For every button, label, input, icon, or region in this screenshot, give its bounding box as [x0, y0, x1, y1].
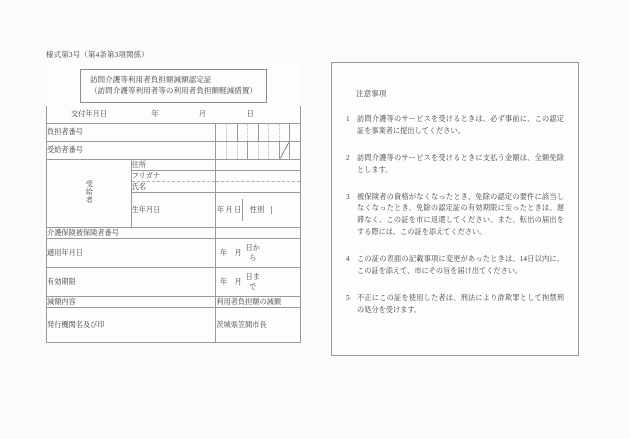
issue-date-label: 交付年月日: [71, 109, 107, 118]
certificate-title-box: [80, 69, 267, 103]
insured-number-field[interactable]: [216, 227, 301, 238]
birth-month-label: 月: [225, 205, 233, 214]
issue-year-label: 年: [151, 109, 159, 118]
insured-number-label: 介護保険被保険者番号: [47, 227, 216, 238]
reduction-label: 減額内容: [47, 296, 216, 307]
note-text: 被保険者の資格がなくなったとき、免除の認定の要件に該当しなくなったとき、免除の認定証の有効期限に至ったときは、遅滞なく、この証を市に返還してください。また、転出の届出をする際には、この証を添えてください。: [357, 192, 564, 237]
digit-box[interactable]: [259, 124, 270, 141]
note-text: 訪問介護等のサービスを受けるときに支払う金額は、全額免除とします。: [357, 153, 564, 174]
name-field[interactable]: [216, 181, 301, 192]
list-item: [346, 114, 564, 138]
sex-label: 性別: [242, 199, 271, 221]
effective-year-label: 年: [219, 248, 228, 257]
list-item: [346, 254, 564, 278]
issue-day-label: 日: [246, 109, 254, 118]
certificate-table: [46, 62, 301, 343]
recipient-number-label: 受給者番号: [47, 141, 216, 159]
effective-day-suffix: 日から: [245, 243, 260, 262]
table-row-payer-number: [47, 123, 301, 141]
digit-box[interactable]: [238, 142, 249, 159]
digit-box[interactable]: [248, 142, 259, 159]
digit-box[interactable]: [248, 124, 259, 141]
payer-number-label: 負担者番号: [47, 123, 216, 141]
table-row-recipient-number: [47, 141, 301, 159]
effective-month-label: 月: [234, 248, 242, 257]
certificate-form: [46, 50, 301, 343]
digit-box[interactable]: [269, 124, 280, 141]
expiry-label: 有効期限: [47, 267, 216, 296]
certificate-title-line1: 訪問介護等利用者負担額減額認定証: [89, 75, 212, 84]
note-text: 不正にこの証を使用した者は、刑法により詐欺罪として拘禁刑の処分を受けます。: [357, 293, 564, 314]
birthdate-label: 生年月日: [131, 192, 216, 227]
furigana-field[interactable]: [216, 170, 301, 181]
table-row-title: [47, 62, 301, 106]
digit-box[interactable]: [280, 124, 291, 141]
note-text: この証の表面の記載事項に変更があったときは、14日以内に、この証を添えて、市にその旨を届け出てください。: [357, 255, 564, 275]
expiry-field[interactable]: [216, 267, 301, 296]
furigana-label: フリガナ: [131, 170, 216, 181]
note-text: 訪問介護等のサービスを受けるときは、必ず事前に、この認定証を事業者に提出してください。: [357, 115, 564, 135]
name-label: 氏名: [131, 181, 216, 192]
certificate-title-line2: （訪問介護等利用者等の利用者負担額軽減措置）: [89, 86, 258, 96]
recipient-group-label-text: 受給者: [85, 180, 94, 205]
expiry-month-label: 月: [234, 277, 242, 286]
birthdate-field[interactable]: [216, 192, 301, 227]
note-number: 5: [346, 293, 350, 302]
sex-field[interactable]: [271, 206, 300, 214]
table-row-issue-date: [47, 106, 301, 124]
birth-day-label: 日: [234, 205, 242, 214]
table-row-insured-number: [47, 227, 301, 238]
list-item: [346, 293, 564, 317]
list-item: [346, 153, 564, 177]
address-field[interactable]: [216, 159, 301, 170]
recipient-group-label: [47, 159, 132, 227]
birth-year-label: 年: [216, 205, 225, 214]
reduction-value: 利用者負担額の減額: [216, 296, 301, 307]
notes-title: 注意事項: [356, 89, 387, 98]
table-row-reduction: [47, 296, 301, 307]
recipient-number-field[interactable]: [216, 141, 301, 159]
digit-box[interactable]: [227, 124, 238, 141]
issuer-value: 茨城県笠間市長: [216, 307, 301, 342]
digit-box[interactable]: [259, 142, 270, 159]
digit-box[interactable]: [216, 142, 227, 159]
issue-month-label: 月: [198, 109, 207, 118]
digit-box-slashed[interactable]: [280, 142, 291, 159]
payer-number-field[interactable]: [216, 123, 301, 141]
notes-panel: [331, 62, 579, 356]
table-row-expiry: [47, 267, 301, 296]
expiry-year-label: 年: [219, 277, 228, 286]
issuer-label: 発行機関名及び印: [47, 307, 216, 342]
effective-date-field[interactable]: [216, 238, 301, 267]
table-row-issuer: [47, 307, 301, 342]
digit-box[interactable]: [269, 142, 280, 159]
address-label: 住所: [131, 159, 216, 170]
digit-box[interactable]: [238, 124, 249, 141]
digit-box[interactable]: [290, 124, 300, 141]
digit-box[interactable]: [216, 124, 227, 141]
digit-box[interactable]: [290, 142, 300, 159]
note-number: 1: [346, 115, 350, 123]
title-cell: [47, 62, 301, 106]
digit-box[interactable]: [227, 142, 238, 159]
table-row-effective-date: [47, 238, 301, 267]
note-number: 2: [346, 153, 350, 162]
table-row-address: [47, 159, 301, 170]
list-item: [346, 192, 564, 240]
expiry-day-suffix: 日まで: [245, 272, 260, 291]
effective-date-label: 適用年月日: [47, 238, 216, 267]
form-caption: 様式第3号（第4条第3項関係）: [46, 50, 149, 59]
issue-date-cell: [47, 106, 301, 124]
note-number: 3: [346, 192, 350, 201]
note-number: 4: [346, 255, 350, 263]
